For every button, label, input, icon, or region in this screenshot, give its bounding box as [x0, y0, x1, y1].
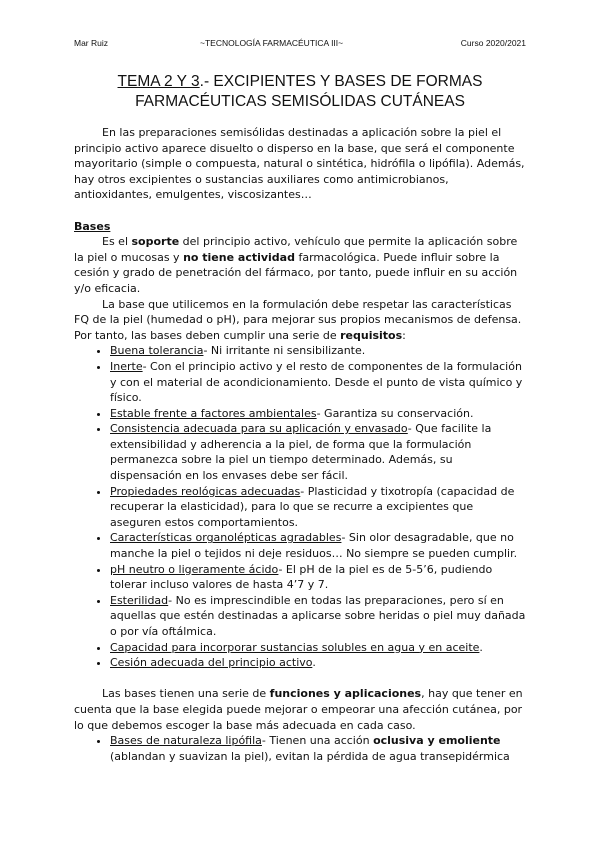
list-item: • pH neutro o ligeramente ácido- El pH de la piel es de 5-5’6, pudiendo tolerar incluso valores de hasta 4’7 y 7.	[110, 562, 526, 593]
page-header	[74, 38, 526, 50]
list-item: • Inerte- Con el principio activo y el resto de componentes de la formulación y con el material de acondicionamiento. Desde el punto de vista químico y físico.	[110, 359, 526, 406]
list-item: • Buena tolerancia- Ni irritante ni sensibilizante.	[110, 343, 526, 359]
title-line1-rest: .- EXCIPIENTES Y BASES DE FORMAS	[199, 73, 483, 90]
list-item: • Capacidad para incorporar sustancias solubles en agua y en aceite.	[110, 640, 526, 656]
requisitos-list	[74, 343, 526, 670]
document-body	[74, 125, 526, 764]
bases-paragraph-3: Las bases tienen una serie de funciones y aplicaciones, hay que tener en cuenta que la base elegida puede mejorar o empeorar una afección cutánea, por lo que debemos escoger la base más adecuada en cada caso.	[74, 687, 523, 732]
list-item: • Características organolépticas agradables- Sin olor desagradable, que no manche la piel o tejidos ni deje residuos… No siempre se pueden cumplir.	[110, 530, 526, 561]
bold-funciones: funciones y aplicaciones	[269, 687, 422, 701]
bold-soporte: soporte	[131, 235, 180, 249]
spacer	[74, 671, 526, 687]
funciones-list	[74, 733, 526, 764]
list-item: • Estable frente a factores ambientales- Garantiza su conservación.	[110, 406, 526, 422]
bold-no-tiene-actividad: no tiene actividad	[183, 250, 295, 264]
section-heading-bases: Bases	[74, 219, 111, 233]
header-author: Mar Ruiz	[74, 38, 109, 48]
list-item: • Consistencia adecuada para su aplicación y envasado- Que facilite la extensibilidad y adherencia a la piel, de forma que la formulación permanezca sobre la piel un tiempo determinado. Además, su dispensación en los envases debe ser fácil.	[110, 421, 526, 483]
title-prefix: TEMA 2 Y 3	[117, 73, 200, 90]
bold-requisitos: requisitos	[340, 328, 403, 342]
bases-paragraph-1: Es el soporte del principio activo, vehículo que permite la aplicación sobre la piel o mucosas y no tiene actividad farmacológica. Puede influir sobre la cesión y grado de penetración del fármaco, por tanto, puede influir en su acción y/o eficacia.	[74, 235, 518, 295]
title-line-2: FARMACÉUTICAS SEMISÓLIDAS CUTÁNEAS	[135, 93, 465, 110]
header-course: ~TECNOLOGÍA FARMACÉUTICA III~	[200, 38, 344, 48]
list-item: • Esterilidad- No es imprescindible en todas las preparaciones, pero sí en aquellas que estén destinadas a aplicarse sobre heridas o piel muy dañada o por vía oftálmica.	[110, 593, 526, 640]
list-item: • Bases de naturaleza lipófila- Tienen una acción oclusiva y emoliente (ablandan y suavizan la piel), evitan la pérdida de agua transepidérmica	[110, 733, 526, 764]
document-title	[74, 72, 526, 112]
intro-paragraph: En las preparaciones semisólidas destinadas a aplicación sobre la piel el principio activo aparece disuelto o disperso en la base, que será el componente mayoritario (simple o compuesta, natural o sintética, hidrófila o lipófila). Además, hay otros excipientes o sustancias auxiliares como antimicrobianos, antioxidantes, emulgentes, viscosizantes…	[74, 126, 525, 202]
title-line-1	[74, 72, 526, 92]
list-item: • Cesión adecuada del principio activo.	[110, 655, 526, 671]
header-year: Curso 2020/2021	[460, 38, 526, 48]
spacer	[74, 203, 526, 219]
bases-paragraph-2: La base que utilicemos en la formulación debe respetar las características FQ de la piel (humedad o pH), para mejorar sus propios mecanismos de defensa. Por tanto, las bases deben cumplir una serie de requisitos:	[74, 297, 522, 342]
list-item: • Propiedades reológicas adecuadas- Plasticidad y tixotropía (capacidad de recuperar la elasticidad), para lo que se recurre a excipientes que aseguren estos comportamientos.	[110, 484, 526, 531]
